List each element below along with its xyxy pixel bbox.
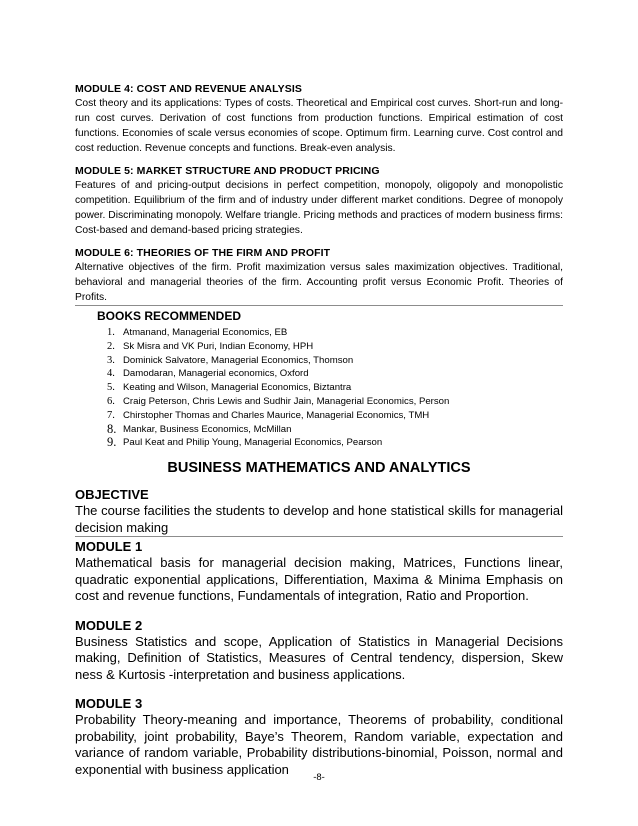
- module-1-heading: MODULE 1: [75, 539, 143, 555]
- book-item: 4. Damodaran, Managerial economics, Oxford: [107, 368, 309, 380]
- module-1-section: [75, 539, 563, 605]
- book-item: 7. Chirstopher Thomas and Charles Maurice, Managerial Economics, TMH: [107, 409, 430, 421]
- objective-section: [75, 487, 563, 537]
- book-item: 3. Dominick Salvatore, Managerial Economics, Thomson: [107, 354, 354, 366]
- book-item: 1. Atmanand, Managerial Economics, EB: [107, 327, 288, 338]
- module-3-heading: MODULE 3: [75, 696, 143, 712]
- module-3-body: Probability Theory-meaning and importance, Theorems of probability, conditional probability, joint probability, Baye’s Theorem, Random variable, expectation and variance of random variable, Probability distributions-binomial, Poisson, normal and exponential with business application: [75, 712, 563, 777]
- book-item: 8. Mankar, Business Economics, McMillan: [107, 421, 292, 436]
- module-4-section: [75, 82, 563, 156]
- module-4-body: Cost theory and its applications: Types of costs. Theoretical and Empirical cost curves. Short-run and long-run cost curves. Derivation of cost functions from production functions. Empirical estimation of cost functions. Economies of scale versus economies of scope. Optimum firm. Learning curve. Cost control and cost reduction. Revenue concepts and functions. Break-even analysis.: [75, 98, 563, 154]
- book-item: 9. Paul Keat and Philip Young, Managerial Economics, Pearson: [107, 435, 383, 450]
- book-item: 6. Craig Peterson, Chris Lewis and Sudhir Jain, Managerial Economics, Person: [107, 395, 450, 407]
- module-2-body: Business Statistics and scope, Application of Statistics in Managerial Decisions making, Definition of Statistics, Measures of Central tendency, dispersion, Skew ness & Kurtosis -interpretation and business applications.: [75, 633, 563, 682]
- books-list: [75, 326, 563, 450]
- objective-body: The course facilities the students to develop and hone statistical skills for managerial decision making: [75, 503, 563, 535]
- book-item: 2. Sk Misra and VK Puri, Indian Economy, HPH: [107, 340, 314, 352]
- module-5-heading: MODULE 5: MARKET STRUCTURE AND PRODUCT PRICING: [75, 165, 380, 177]
- module-1-body: Mathematical basis for managerial decision making, Matrices, Functions linear, quadratic exponential applications, Differentiation, Maxima & Minima Emphasis on cost and revenue functions, Fundamentals of integration, Ratio and Proportion.: [75, 555, 563, 604]
- document-page: [75, 82, 563, 778]
- course-title: BUSINESS MATHEMATICS AND ANALYTICS: [167, 460, 471, 477]
- module-6-heading: MODULE 6: THEORIES OF THE FIRM AND PROFIT: [75, 247, 331, 259]
- books-title: BOOKS RECOMMENDED: [97, 309, 242, 323]
- module-6-section: [75, 246, 563, 306]
- module-3-section: [75, 696, 563, 778]
- module-5-section: [75, 164, 563, 238]
- module-5-body: Features of and pricing-output decisions in perfect competition, monopoly, oligopoly and monopolistic competition. Equilibrium of the firm and of industry under different market conditions. Degree of monopoly power. Discriminating monopoly. Welfare triangle. Pricing methods and practices of modern business firms: Cost-based and demand-based pricing strategies.: [75, 180, 563, 236]
- books-section: [75, 308, 563, 450]
- module-6-body: Alternative objectives of the firm. Profit maximization versus sales maximization objectives. Traditional, behavioral and managerial theories of the firm. Accounting profit versus Economic Profit. Theories of Profits.: [75, 262, 563, 303]
- module-2-section: [75, 618, 563, 684]
- book-item: 5. Keating and Wilson, Managerial Economics, Biztantra: [107, 382, 352, 394]
- objective-heading: OBJECTIVE: [75, 487, 149, 503]
- page-number: -8-: [313, 772, 325, 783]
- module-2-heading: MODULE 2: [75, 617, 143, 633]
- module-4-heading: MODULE 4: COST AND REVENUE ANALYSIS: [75, 83, 302, 95]
